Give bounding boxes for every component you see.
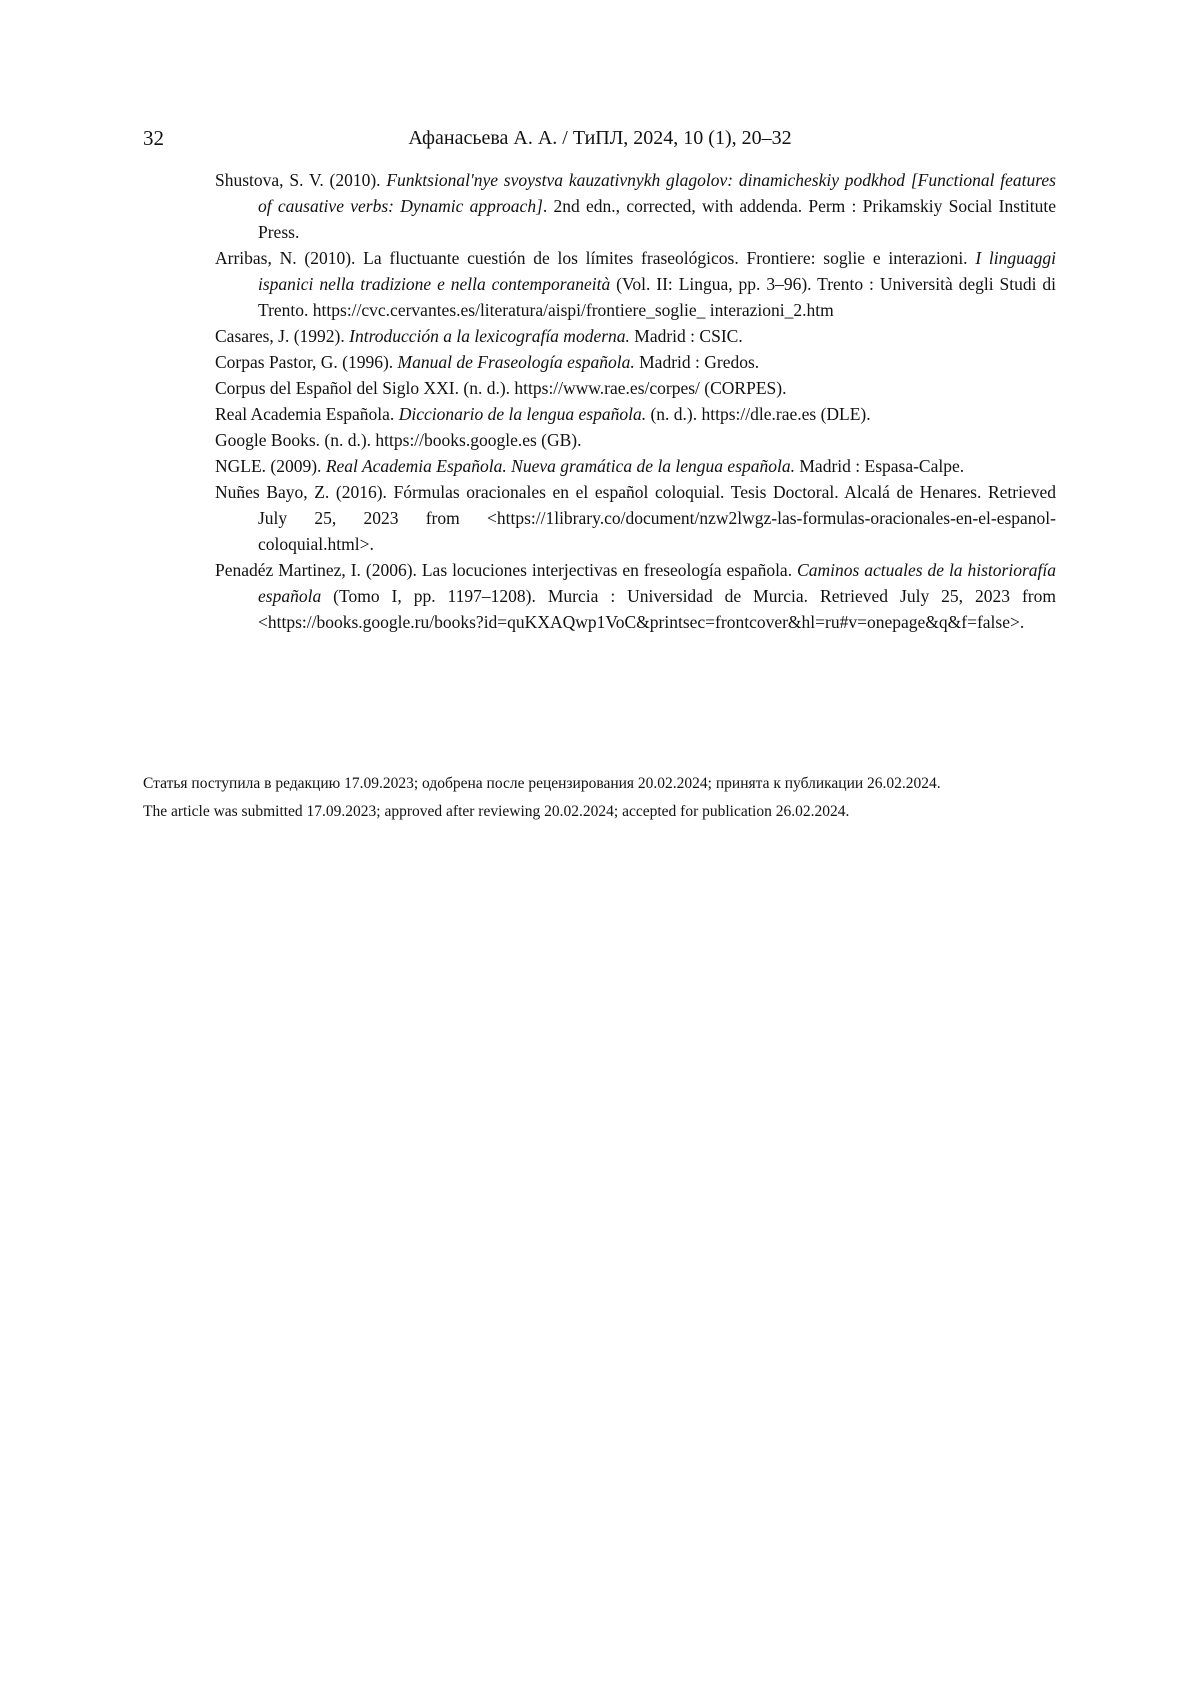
reference-entry [215, 479, 1056, 557]
reference-title: Real Academia Española. Nueva gramática de la lengua española. [325, 456, 795, 476]
reference-title: I linguaggi ispanici nella tradizione e nella contemporaneità [258, 248, 1056, 294]
reference-text: Madrid : CSIC. [629, 326, 743, 346]
reference-text: Shustova, S. V. (2010). [215, 170, 387, 190]
reference-title: Caminos actuales de la historiorafía española [258, 560, 1056, 606]
reference-text: Madrid : Espasa-Calpe. [795, 456, 965, 476]
submission-note-ru: Статья поступила в редакцию 17.09.2023; одобрена после рецензирования 20.02.2024; принята к публикации 26.02.2024. [143, 775, 941, 792]
running-header: Афанасьева А. А. / ТиПЛ, 2024, 10 (1), 20–32 [408, 127, 792, 149]
page-number: 32 [143, 126, 164, 150]
reference-title: Introducción a la lexicografía moderna. [349, 326, 630, 346]
reference-entry [215, 401, 1056, 427]
reference-entry [215, 375, 1056, 401]
submission-note-en: The article was submitted 17.09.2023; approved after reviewing 20.02.2024; accepted for publication 26.02.2024. [143, 803, 850, 820]
reference-entry [215, 453, 1056, 479]
reference-entry [215, 167, 1056, 245]
reference-text: . 2nd edn., corrected, with addenda. Perm : Prikamskiy Social Institute Press. [258, 196, 1057, 242]
reference-text: Real Academia Española. [215, 404, 399, 424]
reference-text: NGLE. (2009). [215, 456, 326, 476]
reference-entry [215, 245, 1056, 323]
reference-list [215, 167, 1056, 635]
reference-text: (Vol. II: Lingua, pp. 3–96). Trento : Università degli Studi di Trento. https://cvc.cervantes.es/literatura/aispi/frontiere_soglie_ interazioni_2.htm [258, 274, 1056, 320]
submission-notes [143, 770, 1103, 826]
reference-text: Nuñes Bayo, Z. (2016). Fórmulas oracionales en el español coloquial. Tesis Doctoral. Alcalá de Henares. Retrieved July 25, 2023 from <https://1library.co/document/nzw2lwgz-las-formulas-oracionales-en-el-espanol-coloquial.html>. [215, 482, 1056, 554]
reference-text: Penadéz Martinez, I. (2006). Las locuciones interjectivas en freseología española. [215, 560, 798, 580]
reference-text: Corpus del Español del Siglo XXI. (n. d.). https://www.rae.es/corpes/ (CORPES). [215, 378, 787, 398]
reference-title: Diccionario de la lengua española. [398, 404, 647, 424]
reference-entry [215, 323, 1056, 349]
reference-text: Google Books. (n. d.). https://books.google.es (GB). [215, 430, 582, 450]
reference-text: (Tomo I, pp. 1197–1208). Murcia : Universidad de Murcia. Retrieved July 25, 2023 from <https://books.google.ru/books?id=quKXAQwp1VoC&printsec=frontcover&hl=ru#v=onepage&q&f=false>. [258, 586, 1056, 632]
reference-title: Manual de Fraseología española. [397, 352, 635, 372]
reference-entry [215, 349, 1056, 375]
reference-entry [215, 427, 1056, 453]
reference-text: Corpas Pastor, G. (1996). [215, 352, 398, 372]
reference-text: Casares, J. (1992). [215, 326, 350, 346]
reference-title: Funktsional'nye svoystva kauzativnykh glagolov: dinamicheskiy podkhod [Functional features of causative verbs: Dynamic approach] [258, 170, 1056, 216]
reference-text: Madrid : Gredos. [634, 352, 760, 372]
reference-text: Arribas, N. (2010). La fluctuante cuestión de los límites fraseológicos. Frontiere: soglie e interazioni. [215, 248, 976, 268]
reference-entry [215, 557, 1056, 635]
reference-text: (n. d.). https://dle.rae.es (DLE). [646, 404, 871, 424]
